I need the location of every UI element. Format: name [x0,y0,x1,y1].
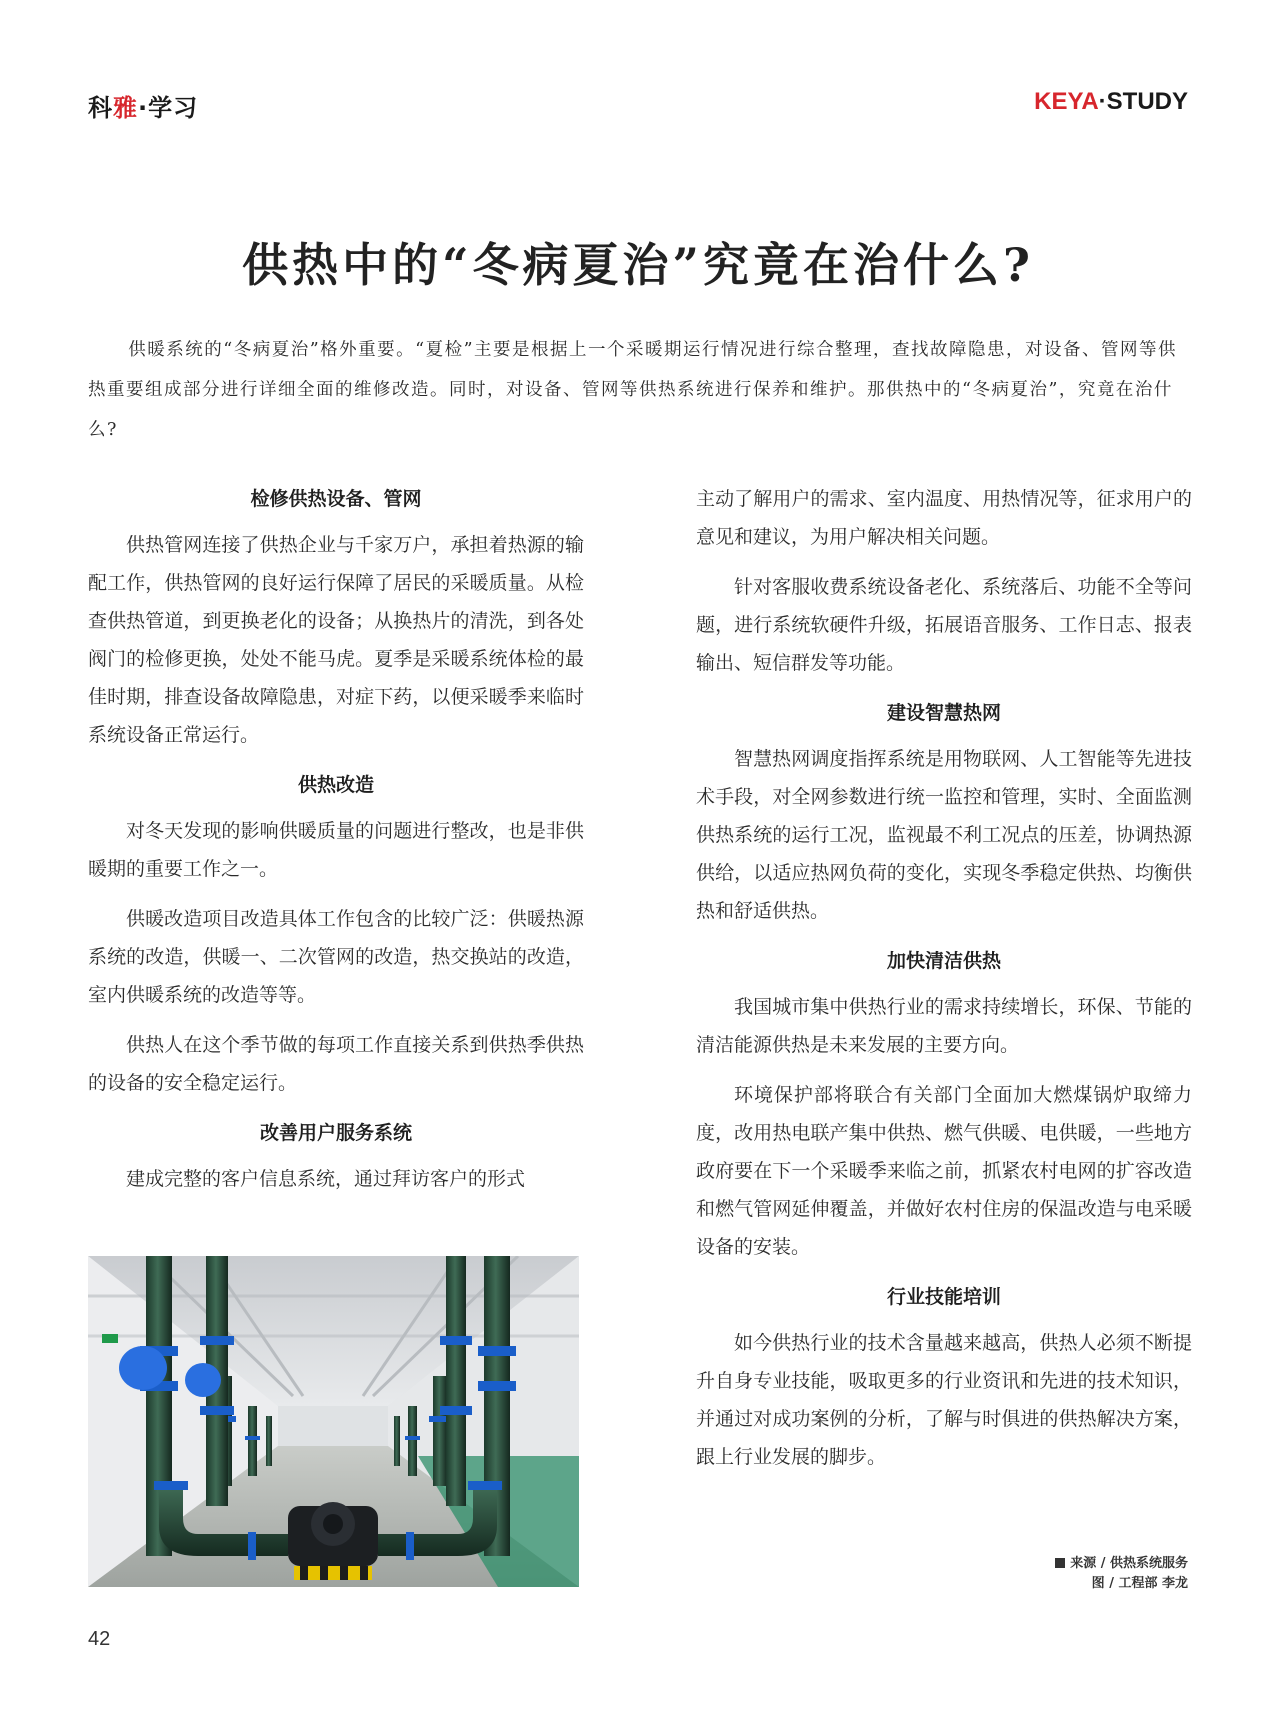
section-heading-renovation: 供热改造 [297,774,374,796]
section-heading-smart-grid: 建设智慧热网 [886,702,1001,724]
left-column [88,480,584,1210]
page-number: 42 [88,1628,111,1650]
paragraph: 我国城市集中供热行业的需求持续增长，环保、节能的清洁能源供热是未来发展的主要方向。 [696,996,1192,1056]
paragraph: 对冬天发现的影响供暖质量的问题进行整改，也是非供暖期的重要工作之一。 [88,820,584,880]
square-bullet-icon [1055,1558,1065,1568]
pump-room-photo [88,1256,579,1587]
brand-study: ·STUDY [1098,88,1188,115]
magazine-brand-en [1034,88,1188,116]
paragraph: 供热管网连接了供热企业与千家万户，承担着热源的输配工作，供热管网的良好运行保障了居民的采暖质量。从检查供热管道，到更换老化的设备；从换热片的清洗，到各处阀门的检修更换，处处不能马虎。夏季是采暖系统体检的最佳时期，排查设备故障隐患，对症下药，以便采暖季来临时系统设备正常运行。 [88,534,584,746]
brand-char-ya: 雅 [113,94,138,122]
paragraph: 环境保护部将联合有关部门全面加大燃煤锅炉取缔力度，改用热电联产集中供热、燃气供暖、电供暖，一些地方政府要在下一个采暖季来临之前，抓紧农村电网的扩容改造和燃气管网延伸覆盖，并做好农村住房的保温改造与电采暖设备的安装。 [696,1084,1192,1258]
paragraph: 供暖改造项目改造具体工作包含的比较广泛：供暖热源系统的改造，供暖一、二次管网的改造，热交换站的改造，室内供暖系统的改造等等。 [88,908,584,1006]
paragraph: 供热人在这个季节做的每项工作直接关系到供热季供热的设备的安全稳定运行。 [88,1034,584,1094]
article-credits [1055,1554,1188,1594]
right-column [696,480,1192,1488]
paragraph: 如今供热行业的技术含量越来越高，供热人必须不断提升自身专业技能，吸取更多的行业资讯和先进的技术知识，并通过对成功案例的分析，了解与时俱进的供热解决方案，跟上行业发展的脚步。 [696,1332,1192,1468]
paragraph: 智慧热网调度指挥系统是用物联网、人工智能等先进技术手段，对全网参数进行统一监控和管理，实时、全面监测供热系统的运行工况，监视最不利工况点的压差，协调热源供给，以适应热网负荷的变化，实现冬季稳定供热、均衡供热和舒适供热。 [696,748,1192,922]
magazine-brand-cn [88,88,198,123]
paragraph: 针对客服收费系统设备老化、系统落后、功能不全等问题，进行系统软硬件升级，拓展语音服务、工作日志、报表输出、短信群发等功能。 [696,576,1192,674]
section-heading-clean-heating: 加快清洁供热 [886,950,1001,972]
section-heading-user-service: 改善用户服务系统 [259,1122,412,1144]
article-title: 供热中的“冬病夏治”究竟在治什么? [242,237,1034,292]
brand-char-ke: 科 [88,94,113,122]
paragraph: 主动了解用户的需求、室内温度、用热情况等，征求用户的意见和建议，为用户解决相关问题。 [696,488,1192,548]
article-intro: 供暖系统的“冬病夏治”格外重要。“夏检”主要是根据上一个采暖期运行情况进行综合整理，查找故障隐患，对设备、管网等供热重要组成部分进行详细全面的维修改造。同时，对设备、管网等供热系统进行保养和维护。那供热中的“冬病夏治”，究竟在治什么? [88,340,1178,440]
section-heading-training: 行业技能培训 [886,1286,1001,1308]
photo-credit: 图 / 工程部 李龙 [1091,1576,1188,1591]
section-heading-maintenance: 检修供热设备、管网 [250,488,422,510]
paragraph: 建成完整的客户信息系统，通过拜访客户的形式 [126,1168,526,1190]
source-credit: 来源 / 供热系统服务 [1055,1554,1188,1574]
brand-keya: KEYA [1034,88,1099,115]
brand-section-cn: ·学习 [138,94,199,122]
